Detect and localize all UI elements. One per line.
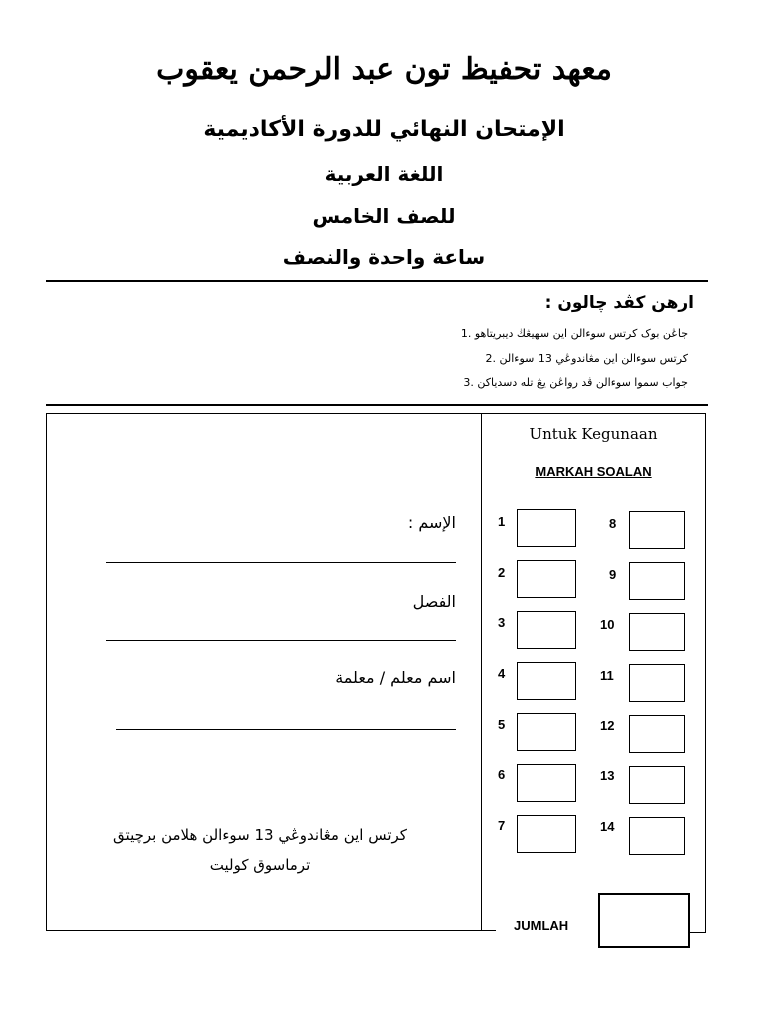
page-count-note: کرتس اين مڠاندوڠي 13 سوءالن هلامن برچيتق [113,826,407,844]
mark-box[interactable] [629,562,685,600]
mark-box[interactable] [629,511,685,549]
question-number: 9 [609,567,617,582]
question-number: 8 [609,516,617,531]
question-number: 4 [498,666,506,681]
frame-left [46,413,47,931]
question-number: 14 [600,819,615,834]
instructions-title: ارهن كڤد چالون : [544,293,694,313]
mark-box[interactable] [517,560,576,598]
marks-heading: Untuk Kegunaan [529,425,658,443]
mark-box[interactable] [629,613,685,651]
page-count-note-line2: ترماسوق کوليت [209,856,311,874]
question-number: 3 [498,615,506,630]
mark-box[interactable] [629,715,685,753]
subject-title: اللغة العربية [324,162,444,186]
frame-right [705,413,706,933]
question-number: 13 [600,768,615,783]
mark-box[interactable] [629,664,685,702]
duration-title: ساعة واحدة والنصف [282,245,486,269]
frame-middle [481,413,482,931]
question-number: 10 [600,617,615,632]
institute-title: معهد تحفيظ تون عبد الرحمن يعقوب [156,52,612,87]
question-number: 7 [498,818,506,833]
instruction-item: جاڠن بوک کرتس سوءالن اين سهيڠڬ ديبريتاهو .1 [460,327,688,340]
frame-top [46,413,706,414]
mark-box[interactable] [629,817,685,855]
name-line[interactable] [106,562,456,563]
question-number: 1 [498,514,506,529]
frame-bottom-left [46,930,496,931]
header-divider [46,280,708,282]
mark-box[interactable] [517,509,576,547]
instruction-item: جواب سموا سوءالن ڤد رواڠن يڠ تله دسدياکن .3 [463,376,688,389]
mark-box[interactable] [517,662,576,700]
marks-subheading: MARKAH SOALAN [535,464,652,479]
instructions-divider [46,404,708,406]
question-number: 11 [600,668,614,683]
instruction-item: کرتس سوءالن اين مڠاندوڠي 13 سوءالن .2 [485,352,688,365]
mark-box[interactable] [517,764,576,802]
class-line[interactable] [106,640,456,641]
grade-title: للصف الخامس [312,204,456,228]
teacher-line[interactable] [116,729,456,730]
mark-box[interactable] [629,766,685,804]
question-number: 6 [498,767,506,782]
mark-box[interactable] [517,611,576,649]
exam-title: الإمتحان النهائي للدورة الأكاديمية [203,117,565,142]
question-number: 5 [498,717,506,732]
teacher-label: اسم معلم / معلمة [335,668,456,687]
class-label: الفصل [412,592,456,611]
question-number: 12 [600,718,615,733]
question-number: 2 [498,565,506,580]
total-box[interactable] [598,893,690,948]
total-label: JUMLAH [514,918,569,933]
mark-box[interactable] [517,815,576,853]
name-label: الإسم : [407,513,456,532]
mark-box[interactable] [517,713,576,751]
